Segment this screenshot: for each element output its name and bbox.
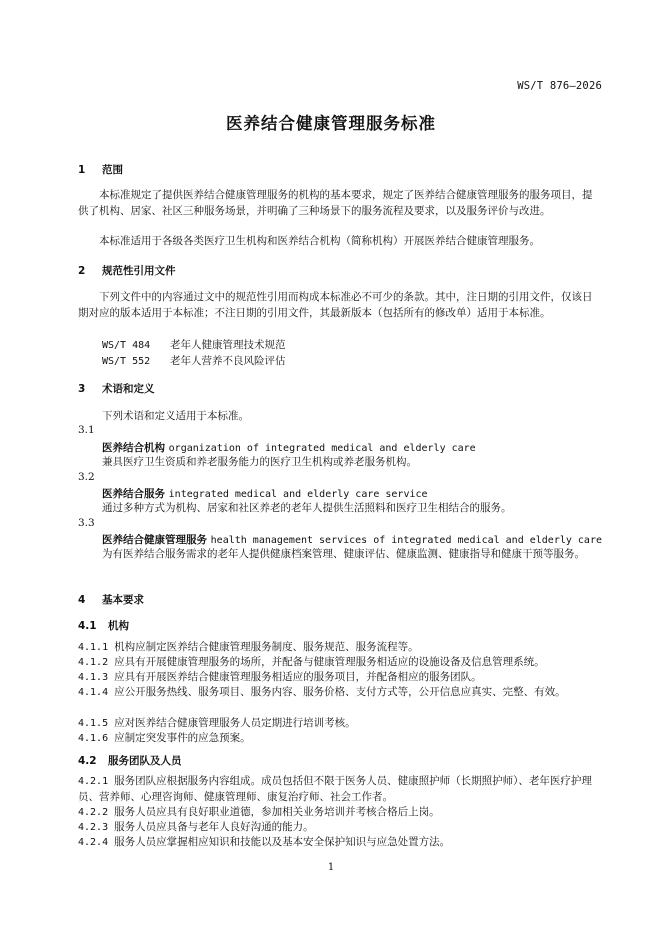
clause: 4.2.1 服务团队应根据服务内容组成。成员包括但不限于医务人员、健康照护师（长期照护师）、老年医疗护理员、营养师、心理咨询师、健康管理师、康复治疗师、社会工作者。 [78,775,592,803]
clause: 4.1.2 应具有开展健康管理服务的场所，并配备与健康管理服务相适应的设施设备及信息管理系统。 [78,656,545,668]
clause: 4.2.3 服务人员应具备与老年人良好沟通的能力。 [78,821,314,833]
term-definition: 通过多种方式为机构、居家和社区养老的老年人提供生活照料和医疗卫生相结合的服务。 [102,502,512,514]
clause: 4.1.5 应对医养结合健康管理服务人员定期进行培训考核。 [78,717,356,729]
subsection-4-2-heading: 4.2 服务团队及人员 [78,755,182,767]
term-title: 医养结合健康管理服务 health management services of integrated medical and elderly care [102,534,602,546]
standard-code: WS/T 876—2026 [517,80,602,92]
reference-item: WS/T 484 老年人健康管理技术规范 [102,339,286,351]
section-1-heading: 1 范围 [78,164,123,176]
section-2-paragraph: 下列文件中的内容通过文中的规范性引用而构成本标准必不可少的条款。其中，注日期的引用文件，仅该日期对应的版本适用于本标准；不注日期的引用文件，其最新版本（包括所有的修改单）适用于本标准。 [78,291,593,319]
clause: 4.1.1 机构应制定医养结合健康管理服务制度、服务规范、服务流程等。 [78,641,419,653]
section-4-heading: 4 基本要求 [78,594,144,606]
term-definition: 兼具医疗卫生资质和养老服务能力的医疗卫生机构或养老服务机构。 [102,456,417,468]
term-definition: 为有医养结合服务需求的老年人提供健康档案管理、健康评估、健康监测、健康指导和健康干预等服务。 [102,548,585,560]
document-title: 医养结合健康管理服务标准 [226,114,436,133]
clause: 4.1.6 应制定突发事件的应急预案。 [78,732,251,744]
clause: 4.1.4 应公开服务热线、服务项目、服务内容、服务价格、支付方式等，公开信息应真实、完整、有效。 [78,686,566,698]
term-number: 3.1 [78,424,95,436]
section-3-intro: 下列术语和定义适用于本标准。 [102,410,249,422]
section-1-paragraph-2: 本标准适用于各级各类医疗卫生机构和医养结合机构（简称机构）开展医养结合健康管理服务。 [99,235,540,247]
clause: 4.2.4 服务人员应掌握相应知识和技能以及基本安全保护知识与应急处置方法。 [78,836,451,848]
clause: 4.1.3 应具有开展医养结合健康管理服务相适应的服务项目，并配备相应的服务团队。 [78,671,482,683]
reference-item: WS/T 552 老年人营养不良风险评估 [102,355,286,367]
section-1-paragraph-1: 本标准规定了提供医养结合健康管理服务的机构的基本要求，规定了医养结合健康管理服务的服务项目，提供了机构、居家、社区三种服务场景，并明确了三种场景下的服务流程及要求，以及服务评价与改进。 [78,189,593,217]
page-number: 1 [327,862,335,873]
subsection-4-1-heading: 4.1 机构 [78,620,129,632]
section-3-heading: 3 术语和定义 [78,383,155,395]
term-title: 医养结合机构 organization of integrated medical and elderly care [102,442,476,454]
term-number: 3.3 [78,517,95,529]
term-number: 3.2 [78,471,95,483]
clause: 4.2.2 服务人员应具有良好职业道德，参加相关业务培训并考核合格后上岗。 [78,806,440,818]
term-title: 医养结合服务 integrated medical and elderly care service [102,488,428,500]
section-2-heading: 2 规范性引用文件 [78,265,176,277]
